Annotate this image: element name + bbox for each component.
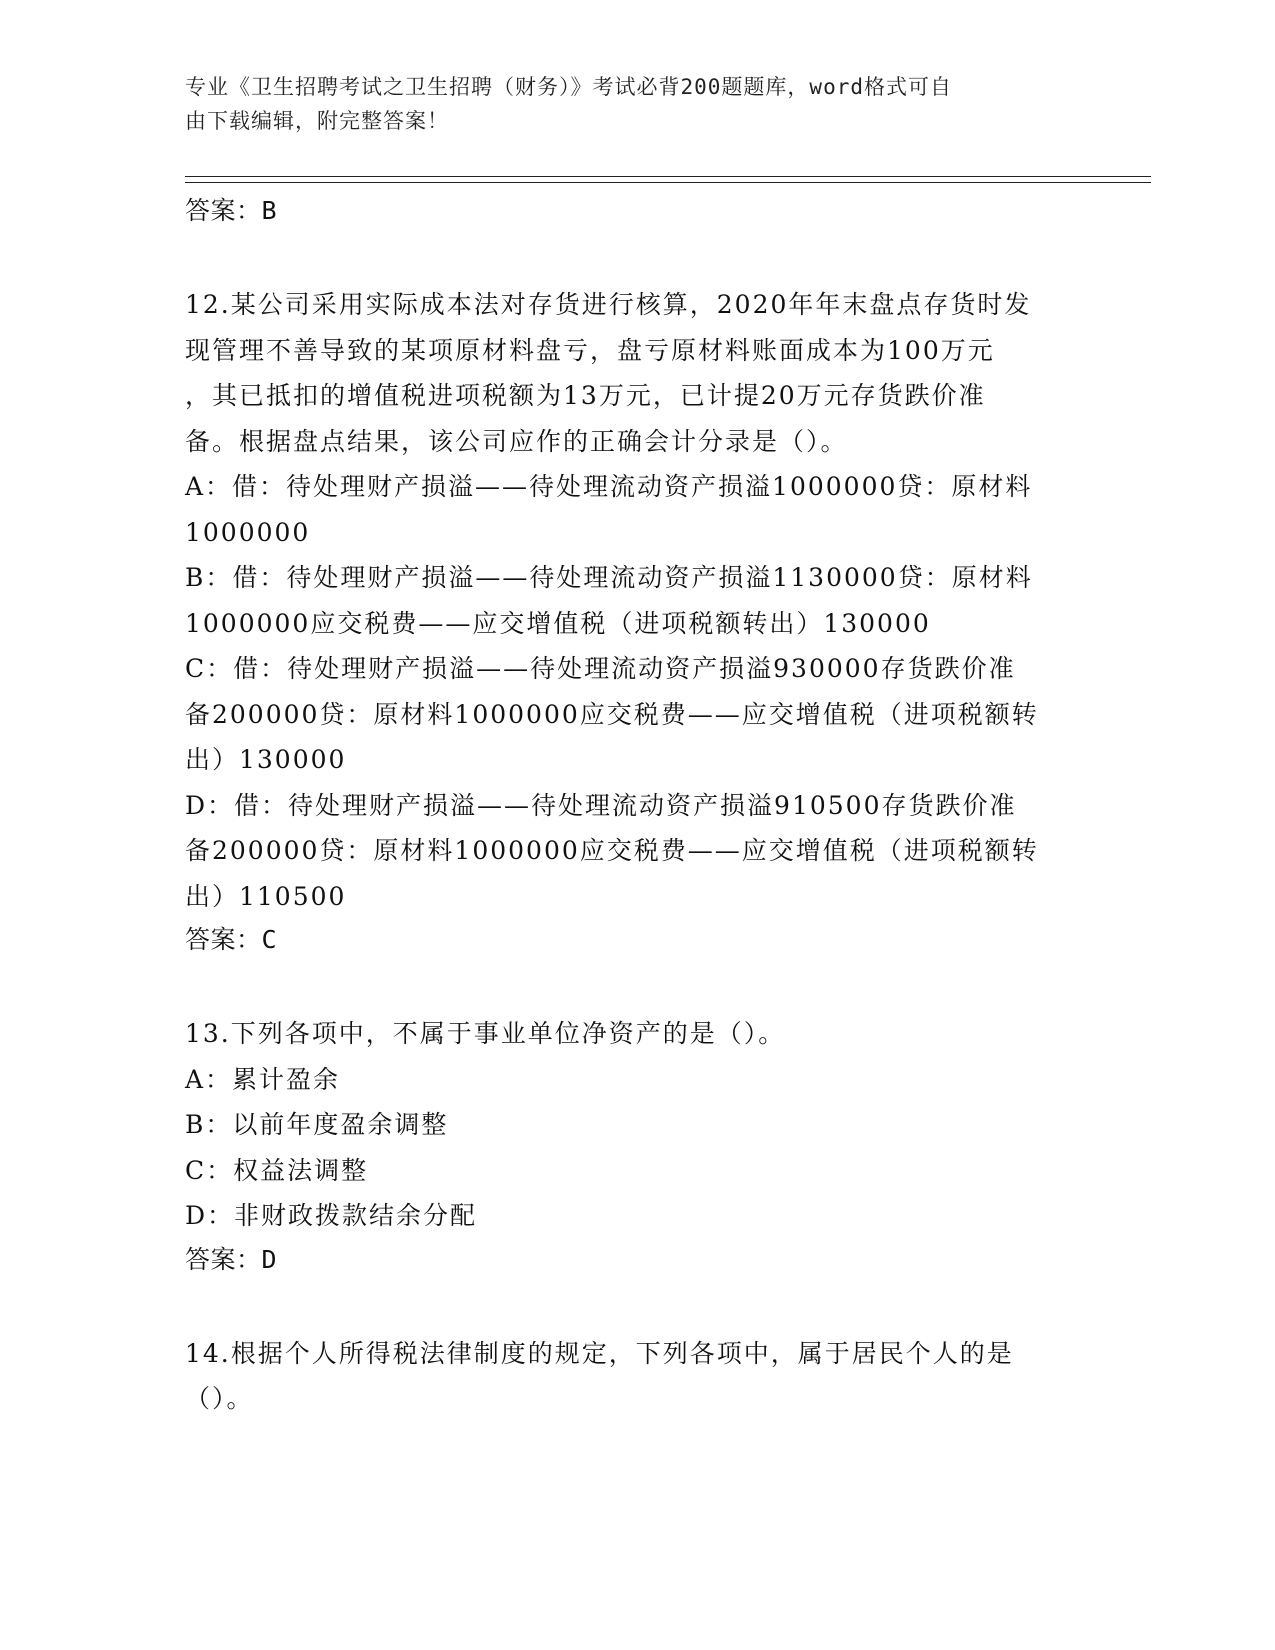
header-divider-top [185, 176, 1151, 177]
option-line: 备200000贷：原材料1000000应交税费——应交增值税（进项税额转 [185, 699, 1039, 729]
option-line: 出）130000 [185, 745, 347, 774]
question-13-option-c: C：权益法调整 [185, 1155, 369, 1185]
option-line: 备200000贷：原材料1000000应交税费——应交增值税（进项税额转 [185, 836, 1039, 865]
question-12-option-b [185, 555, 1085, 646]
question-12-option-d [185, 783, 1085, 920]
option-line: A：借：待处理财产损溢——待处理流动资产损溢1000000贷：原材料 [185, 472, 1033, 501]
option-line: 出）110500 [185, 881, 347, 911]
answer-11: 答案：B [185, 196, 278, 225]
document-header [185, 70, 1065, 138]
option-line: 1000000 [185, 517, 311, 547]
question-12-line: 12.某公司采用实际成本法对存货进行核算，2020年年末盘点存货时发 [185, 290, 1032, 319]
option-line: C：借：待处理财产损溢——待处理流动资产损溢930000存货跌价准 [185, 654, 1016, 683]
document-body [185, 190, 1085, 1422]
answer-12: 答案：C [185, 925, 278, 954]
question-12-option-c [185, 646, 1085, 783]
question-13 [185, 1011, 1085, 1285]
question-13-line: 13.下列各项中，不属于事业单位净资产的是（）。 [185, 1019, 786, 1048]
question-13-option-d: D：非财政拨款结余分配 [185, 1201, 478, 1230]
question-12-option-a [185, 464, 1085, 555]
question-12 [185, 282, 1085, 965]
answer-13: 答案：D [185, 1244, 278, 1274]
question-13-option-a: A：累计盈余 [185, 1064, 341, 1094]
header-line-1: 专业《卫生招聘考试之卫生招聘（财务）》考试必背200题题库，word格式可自 [185, 75, 952, 99]
question-13-option-b: B：以前年度盈余调整 [185, 1110, 449, 1139]
question-12-line: 备。根据盘点结果，该公司应作的正确会计分录是（）。 [185, 426, 848, 456]
question-14 [185, 1331, 1085, 1422]
option-line: B：借：待处理财产损溢——待处理流动资产损溢1130000贷：原材料 [185, 563, 1033, 592]
option-line: 1000000应交税费——应交增值税（进项税额转出）130000 [185, 608, 931, 638]
header-divider-bottom [185, 182, 1151, 183]
question-14-line: 14.根据个人所得税法律制度的规定，下列各项中，属于居民个人的是 [185, 1338, 1014, 1368]
option-line: D：借：待处理财产损溢——待处理流动资产损溢910500存货跌价准 [185, 790, 1017, 820]
header-line-2: 由下载编辑，附完整答案！ [185, 109, 449, 133]
question-12-line: 现管理不善导致的某项原材料盘亏，盘亏原材料账面成本为100万元 [185, 335, 995, 365]
question-14-line: （）。 [185, 1384, 254, 1413]
question-12-line: ，其已抵扣的增值税进项税额为13万元，已计提20万元存货跌价准 [185, 381, 986, 410]
